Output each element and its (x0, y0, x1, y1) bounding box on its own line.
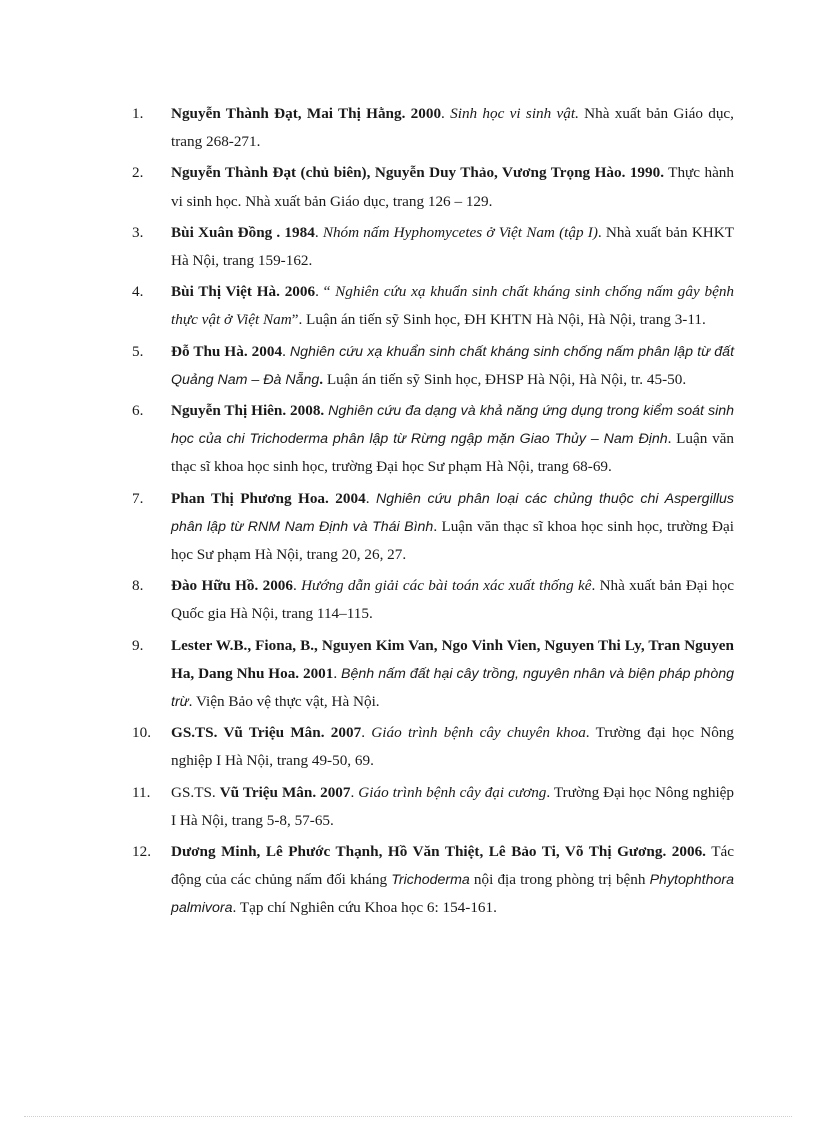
reference-item (0, 632, 816, 717)
reference-item (0, 219, 816, 275)
reference-text: . Viện Bảo vệ thực vật, Hà Nội. (188, 693, 380, 711)
reference-authors-year: Dương Minh, Lê Phước Thạnh, Hồ Văn Thiệt, Lê Bảo Ti, Võ Thị Gương. 2006. (171, 843, 706, 861)
reference-title: Nhóm nấm Hyphomycetes ở Việt Nam (tập I) (322, 223, 598, 241)
reference-text: . Nhà xuất bản Đại học Quốc gia Hà Nội, trang 114–115. (171, 577, 734, 623)
reference-text: . Trường đại học Nông nghiệp I Hà Nội, trang 49-50, 69. (171, 724, 734, 770)
reference-text: . “ (315, 283, 336, 301)
reference-text: . (441, 105, 451, 122)
reference-item (0, 719, 816, 775)
reference-text: . Trường Đại học Nông nghiệp I Hà Nội, trang 5-8, 57-65. (171, 783, 735, 829)
reference-text: Thực hành vi sinh học. Nhà xuất bản Giáo dục, trang 126 – 129. (171, 164, 734, 210)
reference-authors-year: Phan Thị Phương Hoa. 2004 (171, 489, 366, 507)
reference-text: . (314, 223, 323, 241)
reference-number: 7. (132, 489, 144, 507)
reference-title: Nghiên cứu xạ khuẩn sinh chất kháng sinh chống nấm gây bệnh thực vật ở Việt Nam (171, 283, 735, 329)
reference-text: . Luận văn thạc sĩ khoa học sinh học, trường Đại học Sư phạm Hà Nội, trang 68-69. (171, 430, 734, 476)
reference-number: 12. (132, 843, 151, 861)
reference-title: Nghiên cứu phân loại các chủng thuộc chi Aspergillus phân lập từ RNM Nam Định và Thái Bình (171, 490, 735, 535)
reference-text: Tác động của các chủng nấm đối kháng (171, 843, 734, 889)
reference-list (0, 100, 816, 926)
reference-item (0, 397, 816, 482)
reference-authors-year: . (319, 370, 324, 388)
reference-text: . (282, 342, 290, 360)
reference-item (0, 159, 816, 215)
reference-text: . (293, 577, 302, 595)
reference-item (0, 338, 816, 394)
reference-text: . Tạp chí Nghiên cứu Khoa học 6: 154-161. (232, 899, 497, 917)
reference-title: Bệnh nấm đất hại cây trồng, nguyên nhân và biện pháp phòng trừ (171, 665, 734, 711)
reference-title: Nghiên cứu đa dạng và khả năng ứng dụng trong kiểm soát sinh học của chi Trichoderma phân lập từ Rừng ngập mặn Giao Thủy – Nam Định (171, 403, 734, 448)
reference-number: 11. (132, 783, 151, 801)
reference-item (0, 485, 816, 570)
reference-authors-year: Vũ Triệu Mân. 2007 (219, 783, 351, 801)
reference-title: Giáo trình bệnh cây chuyên khoa (371, 724, 586, 742)
reference-text: Nhà xuất bản Giáo dục, trang 268-271. (171, 105, 734, 151)
reference-text: . Nhà xuất bản KHKT Hà Nội, trang 159-162. (171, 223, 735, 270)
reference-authors-year: Bùi Thị Việt Hà. 2006 (171, 283, 316, 301)
reference-number: 3. (132, 223, 144, 241)
reference-item (0, 100, 816, 156)
reference-number: 2. (132, 164, 144, 182)
reference-title: Nghiên cứu xạ khuẩn sinh chất kháng sinh chống nấm phân lập từ đất Quảng Nam – Đà Nẵng (171, 343, 735, 388)
reference-authors-year: Đào Hữu Hồ. 2006 (171, 577, 293, 595)
reference-title: Phytophthora palmivora (171, 872, 734, 917)
page-bottom-border (24, 1116, 792, 1117)
reference-authors-year: Đỗ Thu Hà. 2004 (171, 342, 283, 360)
reference-text: . (361, 724, 372, 742)
reference-number: 4. (132, 283, 144, 301)
reference-number: 10. (132, 724, 151, 742)
reference-number: 8. (132, 577, 144, 595)
reference-text: nội địa trong phòng trị bệnh (469, 871, 650, 889)
reference-item (0, 779, 816, 835)
reference-title: Giáo trình bệnh cây đại cương (358, 783, 547, 801)
reference-item (0, 572, 816, 628)
reference-authors-year: Lester W.B., Fiona, B., Nguyen Kim Van, Ngo Vinh Vien, Nguyen Thi Ly, Tran Nguyen Ha, Dang Nhu Hoa. 2001 (171, 636, 734, 682)
reference-authors-year: GS.TS. Vũ Triệu Mân. 2007 (171, 724, 362, 742)
reference-text: . (365, 489, 376, 507)
reference-text: Luận án tiến sỹ Sinh học, ĐHSP Hà Nội, Hà Nội, tr. 45-50. (323, 370, 687, 388)
reference-item (0, 838, 816, 923)
reference-text: ”. Luận án tiến sỹ Sinh học, ĐH KHTN Hà Nội, Hà Nội, trang 3-11. (291, 311, 706, 329)
reference-text: . (333, 664, 342, 682)
reference-text: . Luận văn thạc sĩ khoa học sinh học, trường Đại học Sư phạm Hà Nội, trang 20, 26, 27. (171, 517, 734, 564)
reference-authors-year: Bùi Xuân Đồng . 1984 (171, 223, 315, 241)
reference-text: GS.TS. (171, 783, 220, 801)
reference-item (0, 278, 816, 334)
reference-number: 1. (132, 105, 144, 122)
reference-authors-year: Nguyễn Thị Hiên. 2008. (171, 402, 325, 420)
reference-title: Hướng dẫn giải các bài toán xác xuất thống kê (301, 577, 592, 595)
reference-authors-year: Nguyễn Thành Đạt (chủ biên), Nguyễn Duy Thảo, Vương Trọng Hào. 1990. (171, 164, 664, 182)
reference-authors-year: Nguyễn Thành Đạt, Mai Thị Hằng. 2000 (171, 105, 442, 122)
reference-number: 5. (132, 342, 144, 360)
reference-number: 9. (132, 636, 144, 654)
reference-title: Sinh học vi sinh vật. (450, 105, 579, 122)
reference-title: Trichoderma (391, 872, 470, 889)
reference-text: . (350, 783, 359, 801)
reference-number: 6. (132, 402, 144, 420)
